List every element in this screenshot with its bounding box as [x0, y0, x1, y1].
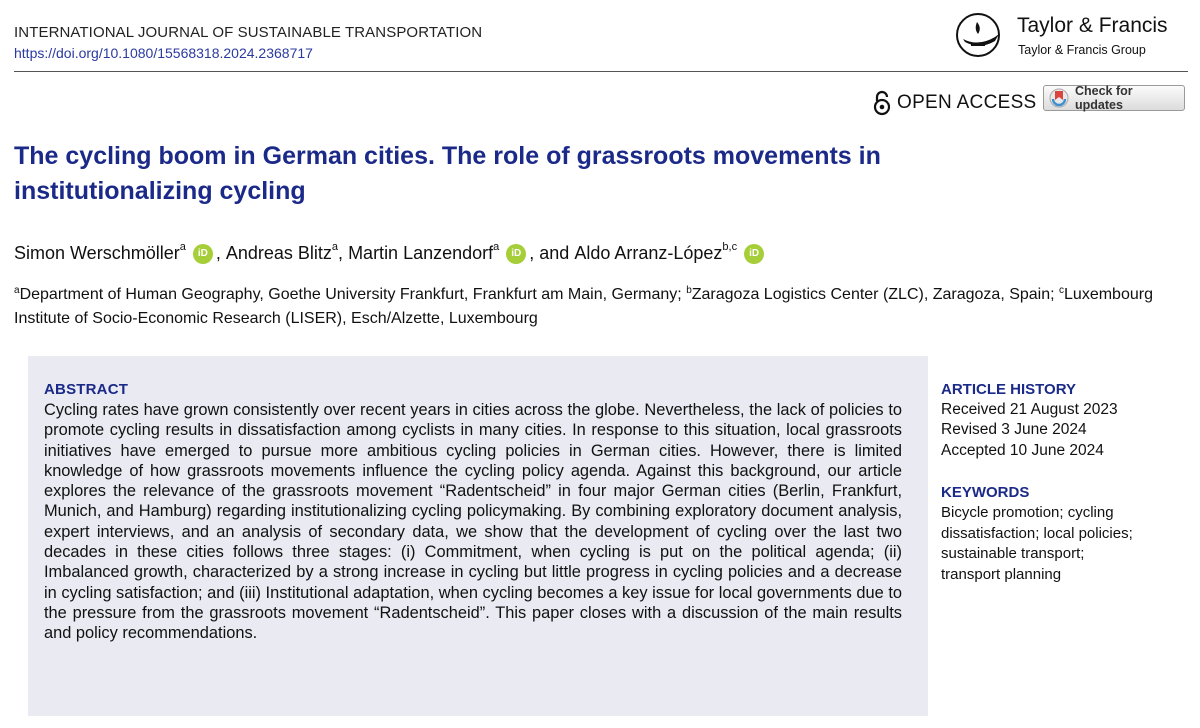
- author-name[interactable]: Simon Werschmöller: [14, 243, 180, 263]
- publisher-logo-block[interactable]: [955, 10, 1168, 60]
- open-access-label: OPEN ACCESS: [897, 92, 1037, 113]
- keywords-heading: KEYWORDS: [941, 484, 1030, 501]
- affil-a: Department of Human Geography, Goethe University Frankfurt, Frankfurt am Main, Germany;: [19, 286, 687, 303]
- revised-date: Revised 3 June 2024: [941, 421, 1087, 438]
- affil-b: Zaragoza Logistics Center (ZLC), Zaragoza, Spain;: [691, 286, 1060, 303]
- author-affiliation-sup: a: [331, 240, 339, 253]
- author-separator: ,: [215, 243, 226, 263]
- author-list: [14, 240, 767, 264]
- accepted-date: Accepted 10 June 2024: [941, 442, 1104, 459]
- doi-link[interactable]: https://doi.org/10.1080/15568318.2024.2368717: [14, 45, 313, 61]
- received-date: Received 21 August 2023: [941, 401, 1118, 418]
- check-for-updates-label: Check for updates: [1074, 84, 1133, 112]
- orcid-icon[interactable]: iD: [193, 244, 213, 264]
- affiliations: [14, 284, 1184, 330]
- keywords-list: Bicycle promotion; cycling dissatisfaction; local policies; sustainable transport; transport planning: [941, 504, 1133, 583]
- affil-c: Luxembourg Institute of Socio-Economic Research (LISER), Esch/Alzette, Luxembourg: [14, 286, 1153, 327]
- open-lock-icon: [873, 90, 891, 116]
- article-title: The cycling boom in German cities. The role of grassroots movements in institutionalizing cycling: [14, 142, 881, 205]
- publisher-group: Taylor & Francis Group: [1018, 43, 1146, 57]
- author-name[interactable]: Martin Lanzendorf: [348, 243, 494, 263]
- author-affiliation-sup: a: [493, 240, 500, 253]
- lamp-logo-icon: [955, 12, 1007, 58]
- crossmark-icon: [1049, 88, 1069, 108]
- journal-name: INTERNATIONAL JOURNAL OF SUSTAINABLE TRANSPORTATION: [14, 24, 483, 41]
- abstract-body: Cycling rates have grown consistently over recent years in cities across the globe. Nevertheless, the lack of policies to promote cycling results in dissatisfaction among cyclists in many cities. In response to this situation, local grassroots initiatives have emerged to pursue more ambitious cycling policies in German cities. However, there is limited knowledge of how grassroots movements influence the cycling policy agenda. Against this background, our article explores the relevance of the grassroots movement “Radentscheid” in four major German cities (Berlin, Frankfurt, Munich, and Hamburg) regarding institutionalizing cycling policymaking. By combining exploratory document analysis, expert interviews, and an analysis of secondary data, we show that the development of cycling over the last two decades in these cities follows three stages: (i) Commitment, when cycling is put on the political agenda; (ii) Imbalanced growth, characterized by a strong increase in cycling but little progress in cycling policies and a decrease in cycling satisfaction; and (iii) Institutional adaptation, when cycling becomes a key issue for local governments due to the pressure from the grassroots movement “Radentscheid”. This paper closes with a discussion of the main results and policy recommendations.: [44, 401, 902, 643]
- orcid-icon[interactable]: iD: [744, 244, 764, 264]
- orcid-icon[interactable]: iD: [506, 244, 526, 264]
- author-affiliation-sup: b,c: [722, 240, 738, 253]
- affil-a-sup: a: [14, 285, 20, 296]
- publisher-name: Taylor & Francis: [1017, 14, 1168, 37]
- author-name[interactable]: Aldo Arranz-López: [574, 243, 723, 263]
- open-access-badge: [873, 90, 1037, 116]
- affil-b-sup: b: [686, 285, 692, 296]
- header-divider: [14, 71, 1188, 72]
- abstract-heading: ABSTRACT: [44, 381, 129, 398]
- author-name[interactable]: Andreas Blitz: [225, 243, 332, 263]
- author-separator: , and: [529, 243, 575, 263]
- check-for-updates-button[interactable]: [1043, 85, 1185, 111]
- author-affiliation-sup: a: [179, 240, 186, 253]
- author-separator: ,: [338, 243, 349, 263]
- affil-c-sup: c: [1059, 285, 1065, 296]
- article-history-heading: ARTICLE HISTORY: [941, 381, 1077, 398]
